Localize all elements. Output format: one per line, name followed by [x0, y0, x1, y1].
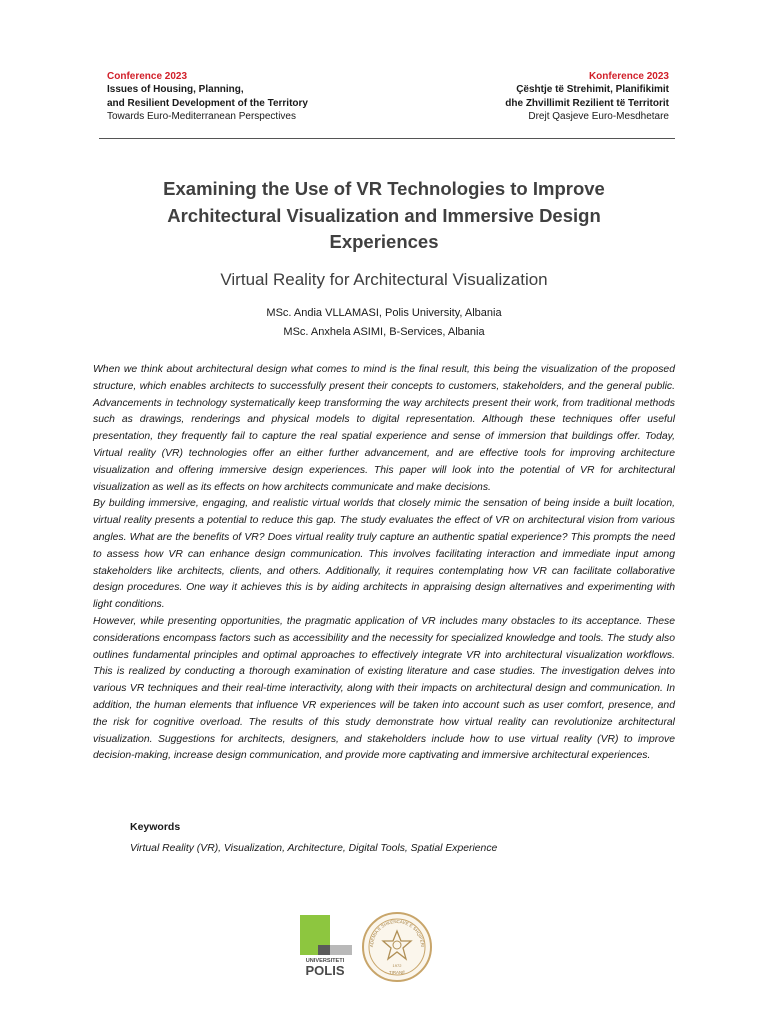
- logo-university-text: UNIVERSITETI: [305, 958, 345, 964]
- seal-year: 1972: [392, 963, 402, 968]
- conference-theme-en-line1: Issues of Housing, Planning,: [107, 84, 244, 96]
- paper-title-line: Architectural Visualization and Immersive Design: [167, 204, 601, 226]
- paper-title: [110, 176, 658, 256]
- logo-green-stem: [300, 945, 318, 955]
- logo-dark-square: [318, 945, 330, 955]
- keywords-heading: Keywords: [130, 821, 181, 833]
- seal-city: TIRANË: [388, 970, 406, 975]
- conference-label-sq: Konference 2023: [588, 71, 669, 82]
- conference-theme-sq-line1: Çështje të Strehimit, Planifikimit: [516, 84, 669, 96]
- abstract-paragraph: When we think about architectural design what comes to mind is the final result, this being the visualization of the proposed structure, which enables architects to successfully present their concepts to customers, stakeholders, and the general public. Advancements in technology systematically keep transforming the way architects present their work, from traditional methods such as drawings, renderings and physical models to digital representation. Although these techniques offer useful presentation, they frequently fail to capture the real spatial experience and sense of immersion that buildings offer. Today, Virtual reality (VR) technologies offer an either further advancement, and are effective tools for improving architecture visualization and offering immersive design experiences. This paper will look into the potential of VR for architectural visualization as well as its effects on how architects communicate and make decisions.: [93, 364, 675, 493]
- author-entry: MSc. Anxhela ASIMI, B-Services, Albania: [283, 326, 485, 338]
- seal-ring-text: ADEMIA E SHKENCAVE E SHQIPËRI: [368, 918, 426, 948]
- paper-title-line: Experiences: [329, 231, 439, 252]
- conference-subtheme-sq: Drejt Qasjeve Euro-Mesdhetare: [528, 111, 669, 123]
- abstract-paragraph: By building immersive, engaging, and realistic virtual worlds that closely mimic the sensation of being inside a built location, virtual reality presents a potential to reduce this gap. The study evaluates the effect of VR on architectural vision from various angles. What are the benefits of VR? Does virtual reality truly capture an authentic spatial experience? This prompts the need to assess how VR can enhance design communication. This involves facilitating interaction and immediate input among stakeholders like architects, clients, and others. Additionally, it requires contemplating how VR can facilitate collaborative design procedures. One way it achieves this is by aiding architects in appraising design alternatives and experimenting with light conditions.: [93, 498, 675, 611]
- author-list: [90, 304, 678, 342]
- abstract-paragraph: However, while presenting opportunities, the pragmatic application of VR includes many obstacles to its acceptance. These considerations encompass factors such as accessibility and the necessity for specialized knowledge and tools. The study also outlines fundamental principles and optimal approaches to effectively integrate VR into architectural visualization workflows. This is realized by conducting a thorough examination of existing literature and case studies. The investigation delves into various VR techniques and their real-time interactivity, along with their impacts on architectural design and communication. In addition, the human elements that influence VR experiences will be taken into account such as user comfort, presence, and the risk for cognitive overload. The results of this study demonstrate how virtual reality can revolutionize architectural visualization. Suggestions for architects, designers, and stakeholders include how to use virtual reality (VR) to improve decision-making, increase design communication, and provide more captivating and immersive architectural experiences.: [93, 615, 675, 762]
- conference-label-en: Conference 2023: [107, 71, 188, 82]
- header-divider: [99, 138, 675, 139]
- keywords-list: Virtual Reality (VR), Visualization, Architecture, Digital Tools, Spatial Experience: [130, 843, 498, 854]
- logo-green-square: [300, 915, 330, 945]
- header-left: [107, 70, 308, 124]
- conference-theme-en-line2: and Resilient Development of the Territory: [107, 97, 308, 109]
- conference-theme-sq-line2: dhe Zhvillimit Rezilient të Territorit: [505, 97, 669, 109]
- abstract: [93, 362, 675, 765]
- conference-subtheme-en: Towards Euro-Mediterranean Perspectives: [107, 111, 296, 123]
- author-entry: MSc. Andia VLLAMASI, Polis University, Albania: [266, 307, 502, 319]
- logo-grey-square: [330, 945, 352, 955]
- polis-university-logo: [298, 913, 354, 977]
- paper-title-line: Examining the Use of VR Technologies to Improve: [163, 178, 605, 199]
- logo-polis-text: POLIS: [305, 963, 345, 977]
- header-right: [505, 70, 669, 124]
- paper-subtitle: Virtual Reality for Architectural Visualization: [220, 270, 548, 289]
- academy-seal-logo: [361, 911, 433, 983]
